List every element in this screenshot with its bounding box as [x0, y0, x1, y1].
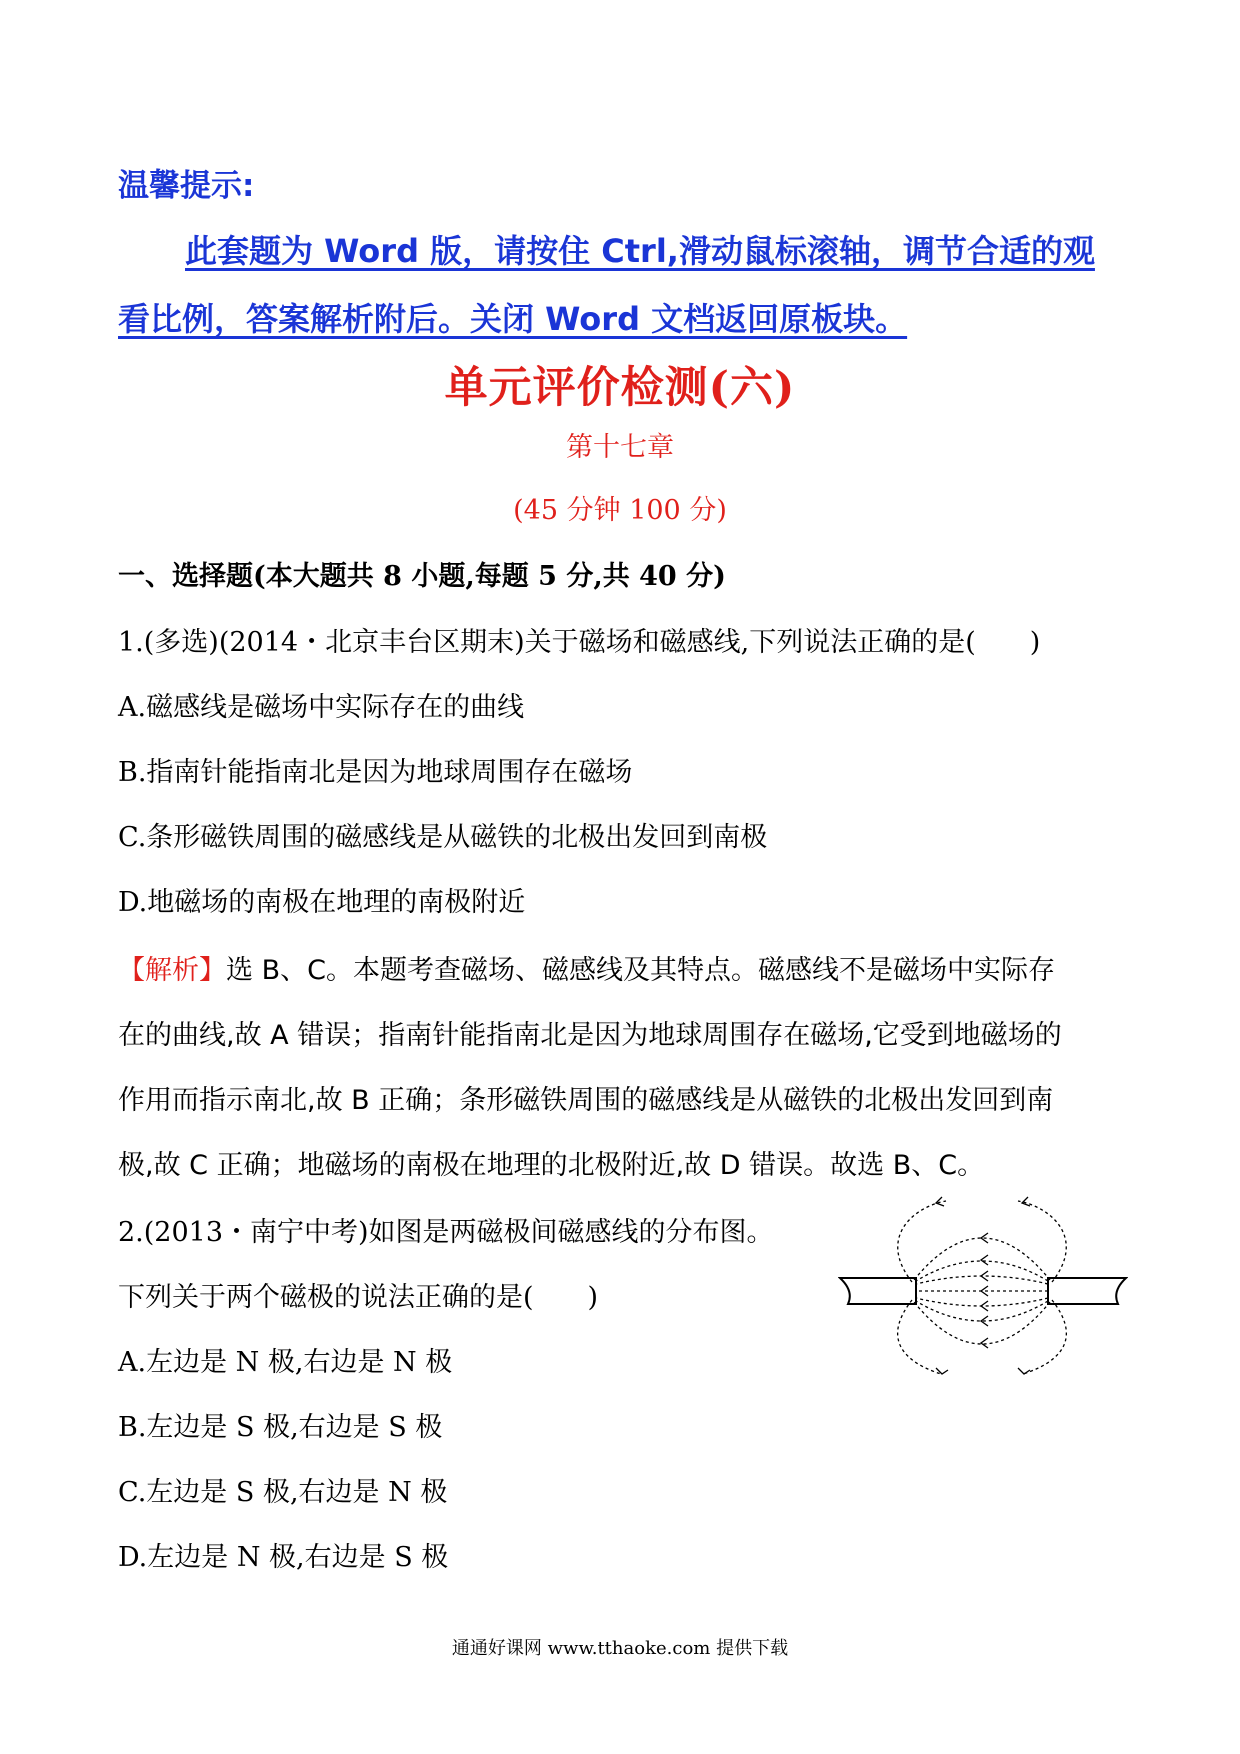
q1-option-b: B.指南针能指南北是因为地球周围存在磁场	[118, 757, 633, 788]
q2-option-c: C.左边是 S 极,右边是 N 极	[118, 1477, 448, 1508]
q1-analysis-line-2: 在的曲线,故 A 错误；指南针能指南北是因为地球周围存在磁场,它受到地磁场的	[118, 1020, 1062, 1051]
q2-option-d: D.左边是 N 极,右边是 S 极	[118, 1542, 449, 1573]
footer-text: 通通好课网 www.tthaoke.com 提供下载	[451, 1638, 789, 1659]
q1-option-d: D.地磁场的南极在地理的南极附近	[118, 887, 526, 918]
left-magnet	[840, 1278, 916, 1304]
tip-line-2: 看比例，答案解析附后。关闭 Word 文档返回原板块。	[118, 300, 908, 338]
tip-line-1: 此套题为 Word 版，请按住 Ctrl,滑动鼠标滚轴，调节合适的观	[185, 232, 1095, 270]
q2-option-b: B.左边是 S 极,右边是 S 极	[118, 1412, 443, 1443]
q2-stem-line-2: 下列关于两个磁极的说法正确的是( )	[118, 1282, 599, 1313]
q1-analysis-line-3: 作用而指示南北,故 B 正确；条形磁铁周围的磁感线是从磁铁的北极出发回到南	[118, 1085, 1054, 1116]
q1-analysis-line-4: 极,故 C 正确；地磁场的南极在地理的北极附近,故 D 错误。故选 B、C。	[118, 1150, 985, 1181]
field-arrows	[936, 1197, 1030, 1374]
q2-stem-line-1: 2.(2013・南宁中考)如图是两磁极间磁感线的分布图。	[118, 1217, 774, 1248]
section-heading: 一、选择题(本大题共 8 小题,每题 5 分,共 40 分)	[118, 561, 726, 592]
q1-option-a: A.磁感线是磁场中实际存在的曲线	[118, 692, 525, 723]
q2-option-a: A.左边是 N 极,右边是 N 极	[118, 1347, 453, 1378]
field-lines	[898, 1201, 1067, 1374]
q1-option-c: C.条形磁铁周围的磁感线是从磁铁的北极出发回到南极	[118, 822, 768, 853]
right-magnet	[1048, 1278, 1126, 1304]
magnetic-field-diagram	[838, 1196, 1128, 1376]
tip-title: 温馨提示:	[118, 168, 255, 204]
page-title: 单元评价检测(六)	[444, 363, 796, 413]
time-score-info: (45 分钟 100 分)	[513, 495, 727, 526]
chapter-subtitle: 第十七章	[566, 432, 674, 463]
analysis-tag: 【解析】	[118, 955, 226, 986]
q1-stem: 1.(多选)(2014・北京丰台区期末)关于磁场和磁感线,下列说法正确的是( )	[118, 627, 1041, 658]
q1-analysis-line-1: 【解析】选 B、C。本题考查磁场、磁感线及其特点。磁感线不是磁场中实际存	[118, 955, 1055, 986]
